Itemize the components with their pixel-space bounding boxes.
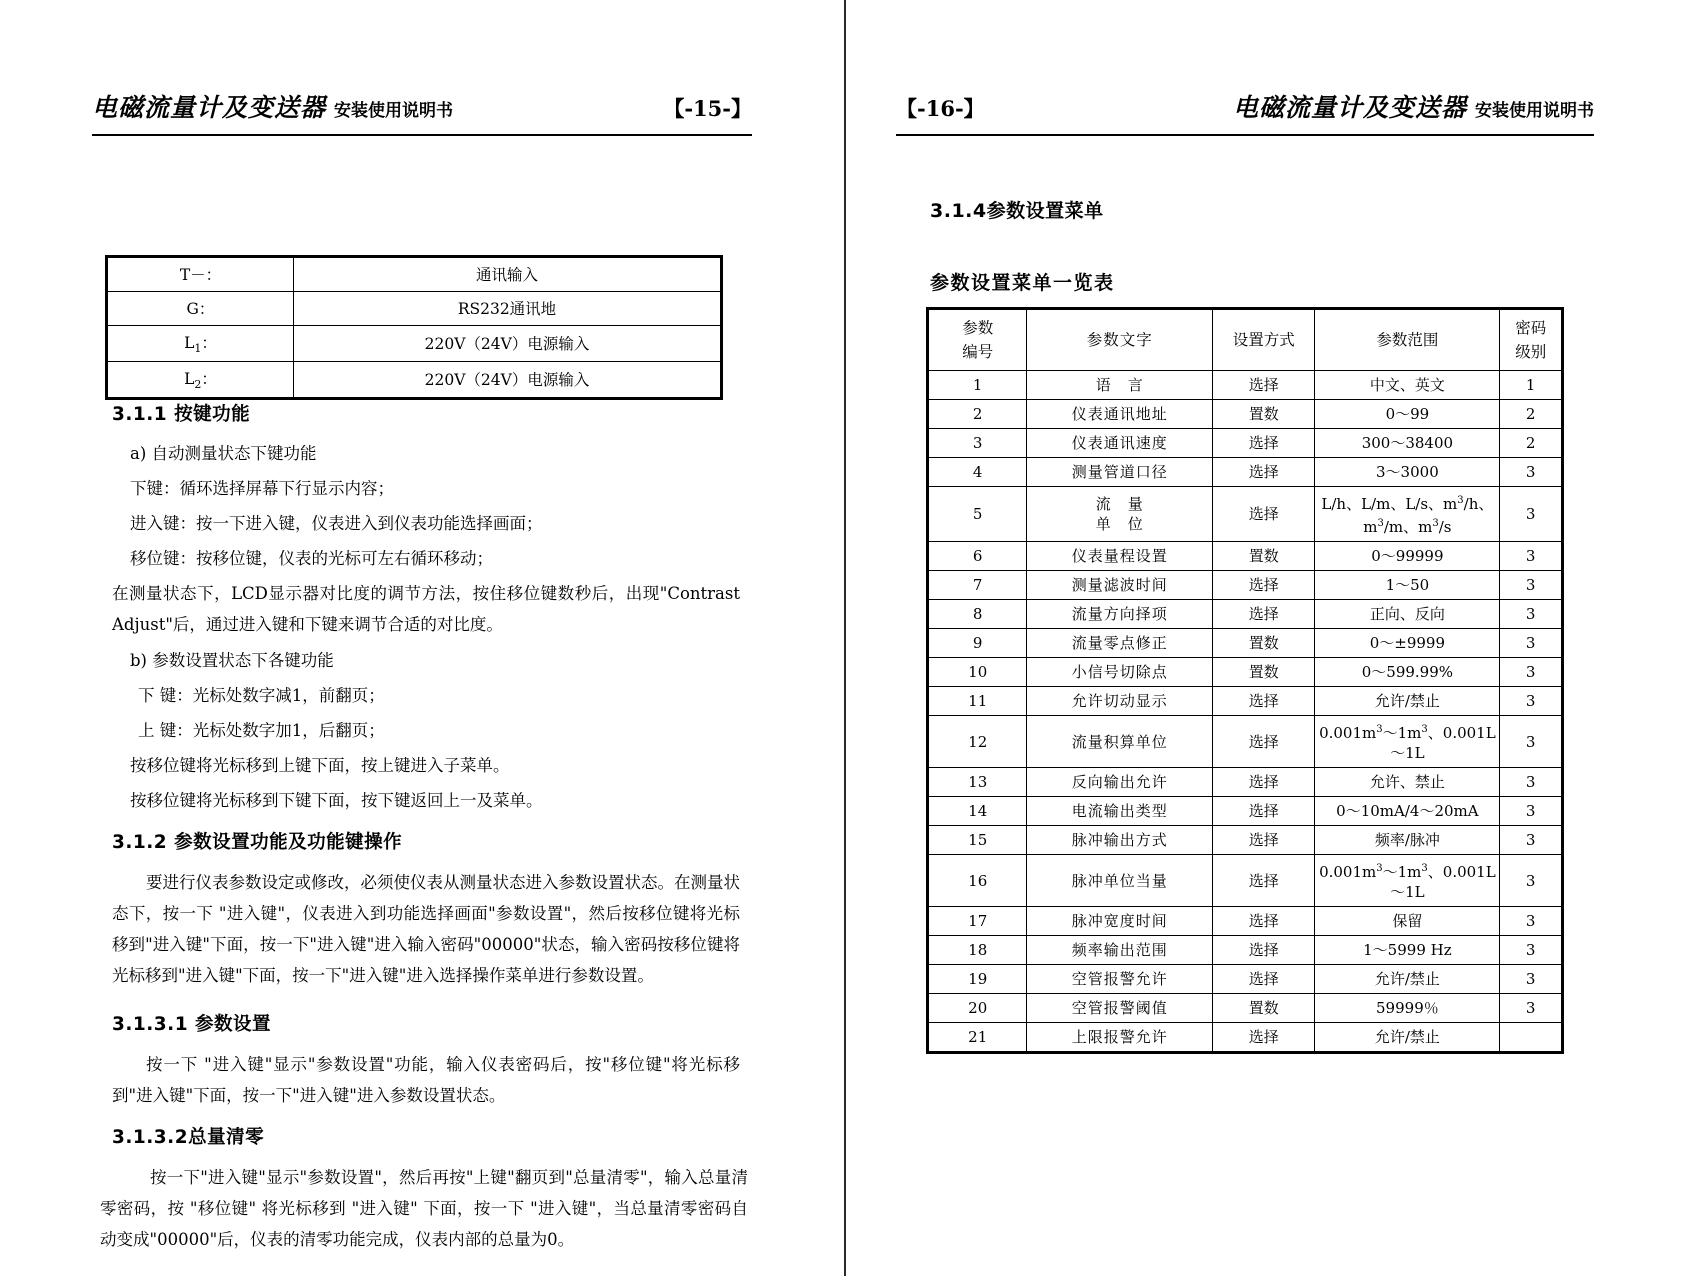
terminal-key: T－： — [108, 258, 294, 292]
terminal-key: $L_1$： — [108, 326, 294, 362]
cell-setting-mode: 选择 — [1213, 855, 1315, 907]
cell-number: 5 — [929, 487, 1027, 542]
cell-parameter-name: 允许切动显示 — [1027, 687, 1213, 716]
cell-setting-mode: 选择 — [1213, 768, 1315, 797]
cell-setting-mode: 选择 — [1213, 487, 1315, 542]
cell-number: 14 — [929, 797, 1027, 826]
cell-range: 允许、禁止 — [1315, 768, 1500, 797]
cell-range: 0～10mA/4～20mA — [1315, 797, 1500, 826]
cell-number: 17 — [929, 907, 1027, 936]
cell-number: 1 — [929, 371, 1027, 400]
table-row — [929, 542, 1562, 571]
cell-password-level: 3 — [1500, 571, 1562, 600]
cell-number: 4 — [929, 458, 1027, 487]
cell-password-level: 3 — [1500, 687, 1562, 716]
cell-password-level: 3 — [1500, 994, 1562, 1023]
cell-number: 15 — [929, 826, 1027, 855]
table-row — [108, 362, 721, 398]
cell-number: 10 — [929, 658, 1027, 687]
cell-password-level: 3 — [1500, 965, 1562, 994]
cell-range: 59999％ — [1315, 994, 1500, 1023]
left-page — [0, 0, 844, 1276]
cell-range: 0～99999 — [1315, 542, 1500, 571]
right-page-number: 【-16-】 — [896, 96, 985, 121]
parameter-menu-table — [926, 307, 1564, 1054]
cell-number: 8 — [929, 600, 1027, 629]
terminal-value: RS232通讯地 — [294, 292, 721, 326]
cell-parameter-name: 流量方向择项 — [1027, 600, 1213, 629]
cell-setting-mode: 选择 — [1213, 716, 1315, 768]
table-row — [108, 292, 721, 326]
cell-range: L/h、L/m、L/s、$m^3/h$、$m^3/m$、$m^3/s$ — [1315, 487, 1500, 542]
cell-password-level: 3 — [1500, 487, 1562, 542]
cell-range: 允许/禁止 — [1315, 1023, 1500, 1052]
cell-range: 0～±9999 — [1315, 629, 1500, 658]
cell-password-level: 3 — [1500, 936, 1562, 965]
right-header-subtitle: 安装使用说明书 — [1475, 101, 1594, 121]
cell-password-level: 3 — [1500, 542, 1562, 571]
col-header-range: 参数范围 — [1315, 310, 1500, 371]
cell-password-level: 3 — [1500, 600, 1562, 629]
cell-parameter-name: 流量零点修正 — [1027, 629, 1213, 658]
cell-parameter-name: 频率输出范围 — [1027, 936, 1213, 965]
cell-parameter-name: 语 言 — [1027, 371, 1213, 400]
table-row — [929, 768, 1562, 797]
left-header-title: 电磁流量计及变送器 — [92, 93, 327, 122]
cell-setting-mode: 选择 — [1213, 571, 1315, 600]
cell-number: 11 — [929, 687, 1027, 716]
col-header-mode: 设置方式 — [1213, 310, 1315, 371]
table-row — [929, 629, 1562, 658]
cell-parameter-name: 仪表量程设置 — [1027, 542, 1213, 571]
table-row — [929, 716, 1562, 768]
heading-param-menu-list: 参数设置菜单一览表 — [930, 272, 1115, 294]
terminal-table — [105, 255, 723, 400]
cell-range: 频率/脉冲 — [1315, 826, 1500, 855]
left-header-rule — [92, 134, 752, 136]
cell-parameter-name: 脉冲输出方式 — [1027, 826, 1213, 855]
cell-number: 7 — [929, 571, 1027, 600]
paragraph-total-clear: 按一下"进入键"显示"参数设置"，然后再按"上键"翻页到"总量清零"，输入总量清零密码，按 "移位键" 将光标移到 "进入键" 下面，按一下 "进入键"，当总量清零密码自动变成"00000"后，仪表的清零功能完成，仪表内部的总量为0。 — [100, 1168, 748, 1249]
cell-parameter-name: 流量积算单位 — [1027, 716, 1213, 768]
table-row — [929, 994, 1562, 1023]
cell-parameter-name: 测量管道口径 — [1027, 458, 1213, 487]
left-header-subtitle: 安装使用说明书 — [334, 101, 454, 121]
cell-range: 0～599.99% — [1315, 658, 1500, 687]
cell-parameter-name: 电流输出类型 — [1027, 797, 1213, 826]
cell-password-level: 3 — [1500, 716, 1562, 768]
col-header-level: 密码 级别 — [1500, 310, 1562, 371]
cell-password-level: 3 — [1500, 768, 1562, 797]
cell-number: 9 — [929, 629, 1027, 658]
right-header-rule — [896, 134, 1594, 136]
table-row — [929, 936, 1562, 965]
paragraph-down-key: 下键：循环选择屏幕下行显示内容； — [130, 479, 394, 498]
cell-number: 19 — [929, 965, 1027, 994]
cell-setting-mode: 选择 — [1213, 600, 1315, 629]
cell-password-level: 3 — [1500, 907, 1562, 936]
cell-range: 中文、英文 — [1315, 371, 1500, 400]
cell-range: $0.001m^3\sim 1m^3$、0.001L～1L — [1315, 716, 1500, 768]
col-header-name: 参数文字 — [1027, 310, 1213, 371]
heading-3-1-1: 3.1.1 按键功能 — [112, 404, 251, 425]
heading-3-1-3-2: 3.1.3.2总量清零 — [112, 1127, 265, 1148]
cell-number: 3 — [929, 429, 1027, 458]
cell-parameter-name: 空管报警允许 — [1027, 965, 1213, 994]
paragraph-up-key-param: 上 键：光标处数字加1，后翻页； — [138, 721, 385, 740]
terminal-key: $L_2$： — [108, 362, 294, 398]
left-running-head — [92, 88, 752, 134]
cell-setting-mode: 选择 — [1213, 797, 1315, 826]
cell-number: 2 — [929, 400, 1027, 429]
cell-parameter-name: 测量滤波时间 — [1027, 571, 1213, 600]
table-row — [929, 965, 1562, 994]
cell-parameter-name: 脉冲宽度时间 — [1027, 907, 1213, 936]
cell-number: 6 — [929, 542, 1027, 571]
cell-password-level: 3 — [1500, 797, 1562, 826]
table-row — [929, 826, 1562, 855]
cell-range: 300～38400 — [1315, 429, 1500, 458]
cell-range: $0.001m^3\sim 1m^3$、0.001L～1L — [1315, 855, 1500, 907]
paragraph-a-key-functions: a) 自动测量状态下键功能 — [130, 444, 317, 463]
cell-parameter-name: 小信号切除点 — [1027, 658, 1213, 687]
table-row — [929, 687, 1562, 716]
cell-setting-mode: 置数 — [1213, 542, 1315, 571]
paragraph-shift-key: 移位键：按移位键，仪表的光标可左右循环移动； — [130, 549, 493, 568]
cell-range: 保留 — [1315, 907, 1500, 936]
cell-parameter-name: 反向输出允许 — [1027, 768, 1213, 797]
heading-3-1-3-1: 3.1.3.1 参数设置 — [112, 1014, 272, 1035]
cell-setting-mode: 置数 — [1213, 400, 1315, 429]
paragraph-contrast-adjust: 在测量状态下，LCD显示器对比度的调节方法，按住移位键数秒后，出现"Contrast Adjust"后，通过进入键和下键来调节合适的对比度。 — [112, 584, 740, 634]
right-header-title: 电磁流量计及变送器 — [1232, 93, 1467, 122]
cell-range: 0～99 — [1315, 400, 1500, 429]
table-row — [929, 429, 1562, 458]
cell-number: 20 — [929, 994, 1027, 1023]
cell-range: 允许/禁止 — [1315, 687, 1500, 716]
cell-parameter-name: 空管报警阈值 — [1027, 994, 1213, 1023]
terminal-value: 220V（24V）电源输入 — [294, 362, 721, 398]
cell-number: 13 — [929, 768, 1027, 797]
paragraph-param-setting: 按一下 "进入键"显示"参数设置"功能，输入仪表密码后，按"移位键"将光标移到"进入键"下面，按一下"进入键"进入参数设置状态。 — [112, 1055, 740, 1105]
right-running-head — [896, 88, 1594, 134]
table-header-row — [929, 310, 1562, 371]
paragraph-b-param-keys: b) 参数设置状态下各键功能 — [130, 651, 334, 670]
cell-number: 21 — [929, 1023, 1027, 1052]
cell-range: 允许/禁止 — [1315, 965, 1500, 994]
table-row — [929, 571, 1562, 600]
cell-number: 12 — [929, 716, 1027, 768]
cell-number: 16 — [929, 855, 1027, 907]
cell-setting-mode: 选择 — [1213, 458, 1315, 487]
table-row — [929, 487, 1562, 542]
cell-password-level — [1500, 1023, 1562, 1052]
cell-number: 18 — [929, 936, 1027, 965]
cell-password-level: 3 — [1500, 629, 1562, 658]
cell-setting-mode: 置数 — [1213, 994, 1315, 1023]
table-row — [929, 658, 1562, 687]
table-row — [929, 458, 1562, 487]
cell-setting-mode: 选择 — [1213, 1023, 1315, 1052]
cell-setting-mode: 选择 — [1213, 429, 1315, 458]
cell-setting-mode: 选择 — [1213, 371, 1315, 400]
cell-setting-mode: 选择 — [1213, 965, 1315, 994]
table-row — [929, 371, 1562, 400]
cell-range: 正向、反向 — [1315, 600, 1500, 629]
left-page-number: 【-15-】 — [663, 96, 752, 121]
cell-range: 1～5999 Hz — [1315, 936, 1500, 965]
paragraph-submenu-enter: 按移位键将光标移到上键下面，按上键进入子菜单。 — [130, 756, 510, 775]
cell-password-level: 3 — [1500, 826, 1562, 855]
paragraph-param-setting-operation: 要进行仪表参数设定或修改，必须使仪表从测量状态进入参数设置状态。在测量状态下，按一下 "进入键"，仪表进入到功能选择画面"参数设置"，然后按移位键将光标移到"进入键"下面，按一下"进入键"进入输入密码"00000"状态，输入密码按移位键将光标移到"进入键"下面，按一下"进入键"进入选择操作菜单进行参数设置。 — [112, 873, 740, 985]
terminal-value: 通讯输入 — [294, 258, 721, 292]
cell-parameter-name: 流 量 单 位 — [1027, 487, 1213, 542]
cell-parameter-name: 脉冲单位当量 — [1027, 855, 1213, 907]
cell-setting-mode: 选择 — [1213, 687, 1315, 716]
paragraph-down-key-param: 下 键：光标处数字减1，前翻页； — [138, 686, 385, 705]
cell-parameter-name: 仪表通讯地址 — [1027, 400, 1213, 429]
table-row — [929, 600, 1562, 629]
cell-password-level: 3 — [1500, 855, 1562, 907]
cell-setting-mode: 置数 — [1213, 629, 1315, 658]
heading-3-1-2: 3.1.2 参数设置功能及功能键操作 — [112, 832, 403, 853]
terminal-value: 220V（24V）电源输入 — [294, 326, 721, 362]
terminal-key: G： — [108, 292, 294, 326]
paragraph-submenu-return: 按移位键将光标移到下键下面，按下键返回上一及菜单。 — [130, 791, 543, 810]
cell-password-level: 2 — [1500, 429, 1562, 458]
table-row — [929, 400, 1562, 429]
cell-password-level: 1 — [1500, 371, 1562, 400]
cell-password-level: 2 — [1500, 400, 1562, 429]
cell-parameter-name: 仪表通讯速度 — [1027, 429, 1213, 458]
cell-range: 1～50 — [1315, 571, 1500, 600]
heading-3-1-4: 3.1.4参数设置菜单 — [930, 200, 1104, 222]
cell-setting-mode: 选择 — [1213, 826, 1315, 855]
table-row — [929, 1023, 1562, 1052]
col-header-number: 参数 编号 — [929, 310, 1027, 371]
cell-setting-mode: 选择 — [1213, 907, 1315, 936]
table-row — [108, 326, 721, 362]
cell-password-level: 3 — [1500, 458, 1562, 487]
cell-setting-mode: 选择 — [1213, 936, 1315, 965]
cell-parameter-name: 上限报警允许 — [1027, 1023, 1213, 1052]
table-row — [108, 258, 721, 292]
cell-range: 3～3000 — [1315, 458, 1500, 487]
paragraph-enter-key: 进入键：按一下进入键，仪表进入到仪表功能选择画面； — [130, 514, 543, 533]
table-row — [929, 907, 1562, 936]
cell-setting-mode: 置数 — [1213, 658, 1315, 687]
table-row — [929, 855, 1562, 907]
cell-password-level: 3 — [1500, 658, 1562, 687]
table-row — [929, 797, 1562, 826]
